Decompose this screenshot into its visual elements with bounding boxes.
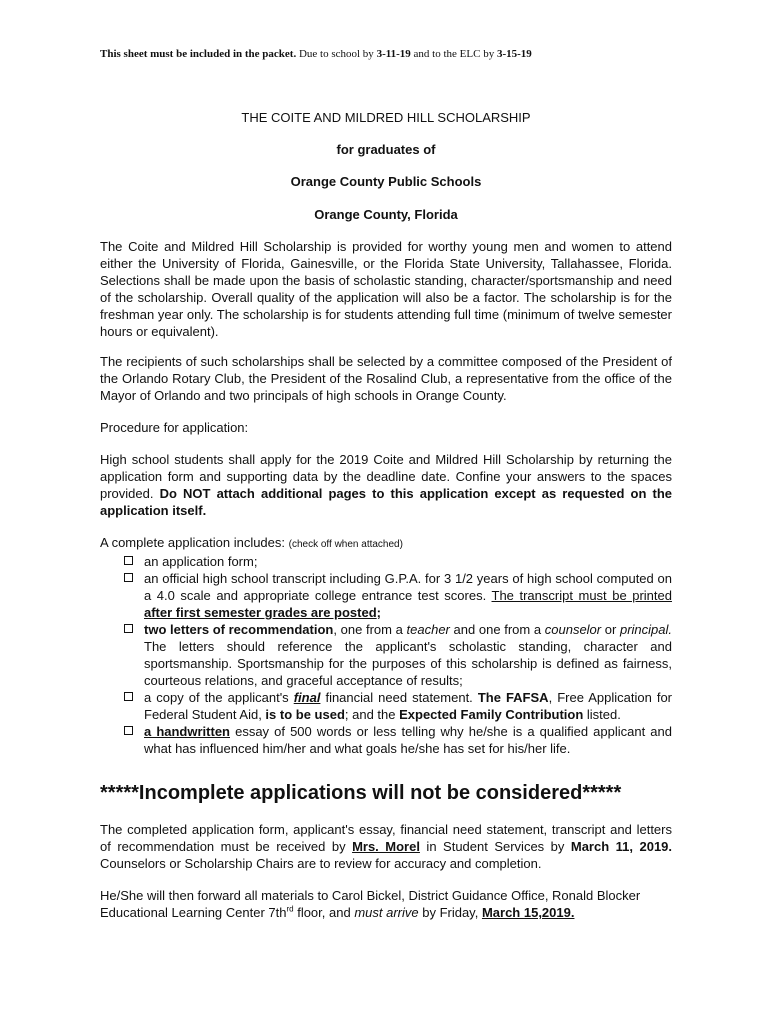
incomplete-warning: *****Incomplete applications will not be considered***** bbox=[100, 782, 622, 804]
submission-text: The completed application form, applicant's essay, financial need statement, transcript and letters of recommendation must be received by bbox=[100, 822, 672, 854]
submission-text-2: in Student Services by bbox=[419, 839, 571, 854]
checklist-intro-note: (check off when attached) bbox=[288, 539, 403, 550]
ordinal-suffix: rd bbox=[286, 904, 294, 914]
item-underline: The transcript must be printed bbox=[491, 588, 672, 603]
school-deadline: March 11, 2019. bbox=[570, 839, 673, 854]
description-paragraph: The Coite and Mildred Hill Scholarship is provided for worthy young men and women to attend either the University of Florida, Gainesville, or the Florida State University, Tallahassee, Florida. Selections shall be made upon the basis of scholastic standing, character/sportsmanship and need of the scholarship. Overall quality of the application will also be a factor. The scholarship is for the freshman year only. The scholarship is for students attending full time (minimum of twelve semester hours or equivalent). bbox=[100, 239, 672, 339]
item-emphasis: The FAFSA bbox=[477, 690, 549, 705]
item-text: , one from a bbox=[333, 622, 407, 637]
checklist-item-essay bbox=[100, 723, 672, 757]
checkbox[interactable] bbox=[124, 692, 133, 701]
item-text: a copy of the applicant's bbox=[144, 690, 294, 705]
checkbox[interactable] bbox=[124, 726, 133, 735]
contact-name: Mrs. Morel bbox=[352, 839, 420, 854]
checklist-item-recommendations bbox=[100, 621, 672, 689]
checklist-intro-text: A complete application includes: bbox=[100, 535, 289, 550]
procedure-paragraph bbox=[100, 451, 672, 519]
item-emphasis: Expected Family Contribution bbox=[399, 707, 584, 722]
item-text: essay of 500 words or less telling why he/she is a qualified applicant and what has influenced him/her and what goals he/she has set for his/her life. bbox=[144, 724, 672, 756]
item-text: and one from a bbox=[449, 622, 545, 637]
top-note-text-2: and to the ELC by bbox=[410, 48, 497, 60]
top-note bbox=[100, 47, 672, 61]
forwarding-text: He/She will then forward all materials to Carol Bickel, District Guidance Office, Ronald Blocker Educational Learning Center 7th bbox=[100, 888, 641, 920]
checkbox[interactable] bbox=[124, 573, 133, 582]
procedure-heading: Procedure for application: bbox=[100, 420, 249, 435]
elc-due-date: 3-15-19 bbox=[496, 48, 532, 60]
checkbox[interactable] bbox=[124, 624, 133, 633]
procedure-text: High school students shall apply for the 2019 Coite and Mildred Hill Scholarship by returning the application form and supporting data by the deadline date. Confine your answers to the spaces provided. bbox=[100, 452, 672, 501]
item-emphasis: a handwritten bbox=[144, 724, 230, 739]
item-emphasis: two letters of recommendation bbox=[144, 622, 334, 637]
subtitle-location: Orange County, Florida bbox=[314, 207, 458, 222]
school-due-date: 3-11-19 bbox=[376, 48, 411, 60]
item-text: listed. bbox=[583, 707, 621, 722]
procedure-warning: Do NOT attach additional pages to this application except as requested on the application itself. bbox=[100, 486, 673, 518]
top-note-bold: This sheet must be included in the packet. bbox=[100, 48, 297, 60]
forwarding-text-2: floor, and bbox=[293, 905, 355, 920]
checkbox[interactable] bbox=[124, 556, 133, 565]
item-italic: principal. bbox=[619, 622, 673, 637]
forwarding-text-3: by Friday, bbox=[418, 905, 482, 920]
submission-text-3: Counselors or Scholarship Chairs are to review for accuracy and completion. bbox=[100, 856, 542, 871]
item-text: ; and the bbox=[344, 707, 400, 722]
item-emphasis: after first semester grades are posted bbox=[144, 605, 377, 620]
item-italic: teacher bbox=[406, 622, 450, 637]
item-emphasis: is to be used bbox=[265, 707, 345, 722]
subtitle-schools: Orange County Public Schools bbox=[290, 174, 482, 189]
selection-paragraph: The recipients of such scholarships shall be selected by a committee composed of the President of the Orlando Rotary Club, the President of the Rosalind Club, a representative from the office of the Mayor of Orlando and two principals of high schools in Orange County. bbox=[100, 354, 672, 403]
checklist-item-financial-statement bbox=[100, 689, 672, 723]
elc-deadline: March 15,2019. bbox=[481, 905, 575, 920]
checklist bbox=[100, 534, 672, 757]
item-text: an official high school transcript including G.P.A. for 3 1/2 years of high school computed on a 4.0 scale and appropriate college entrance test scores. bbox=[144, 571, 672, 603]
item-italic: counselor bbox=[544, 622, 602, 637]
top-note-text: Due to school by bbox=[298, 48, 377, 60]
forwarding-paragraph bbox=[100, 887, 672, 921]
page-title: THE COITE AND MILDRED HILL SCHOLARSHIP bbox=[241, 110, 531, 125]
subtitle-graduates: for graduates of bbox=[336, 142, 436, 157]
item-text: or bbox=[601, 622, 620, 637]
item-text: The letters should reference the applicant's scholastic standing, character and sportsmanship. Sportsmanship for the purposes of this scholarship is defined as fairness, courteous relations, and graceful acceptance of results; bbox=[144, 639, 672, 688]
item-text: an application form; bbox=[144, 554, 258, 569]
checklist-item-application-form bbox=[100, 553, 672, 570]
item-end: ; bbox=[376, 605, 381, 620]
item-text: financial need statement. bbox=[320, 690, 478, 705]
forwarding-italic: must arrive bbox=[354, 905, 419, 920]
checklist-item-transcript bbox=[100, 570, 672, 621]
submission-paragraph bbox=[100, 821, 672, 872]
item-emphasis: final bbox=[293, 690, 321, 705]
item-text: , Free Application for Federal Student Aid, bbox=[144, 690, 672, 722]
checklist-intro bbox=[100, 534, 672, 553]
